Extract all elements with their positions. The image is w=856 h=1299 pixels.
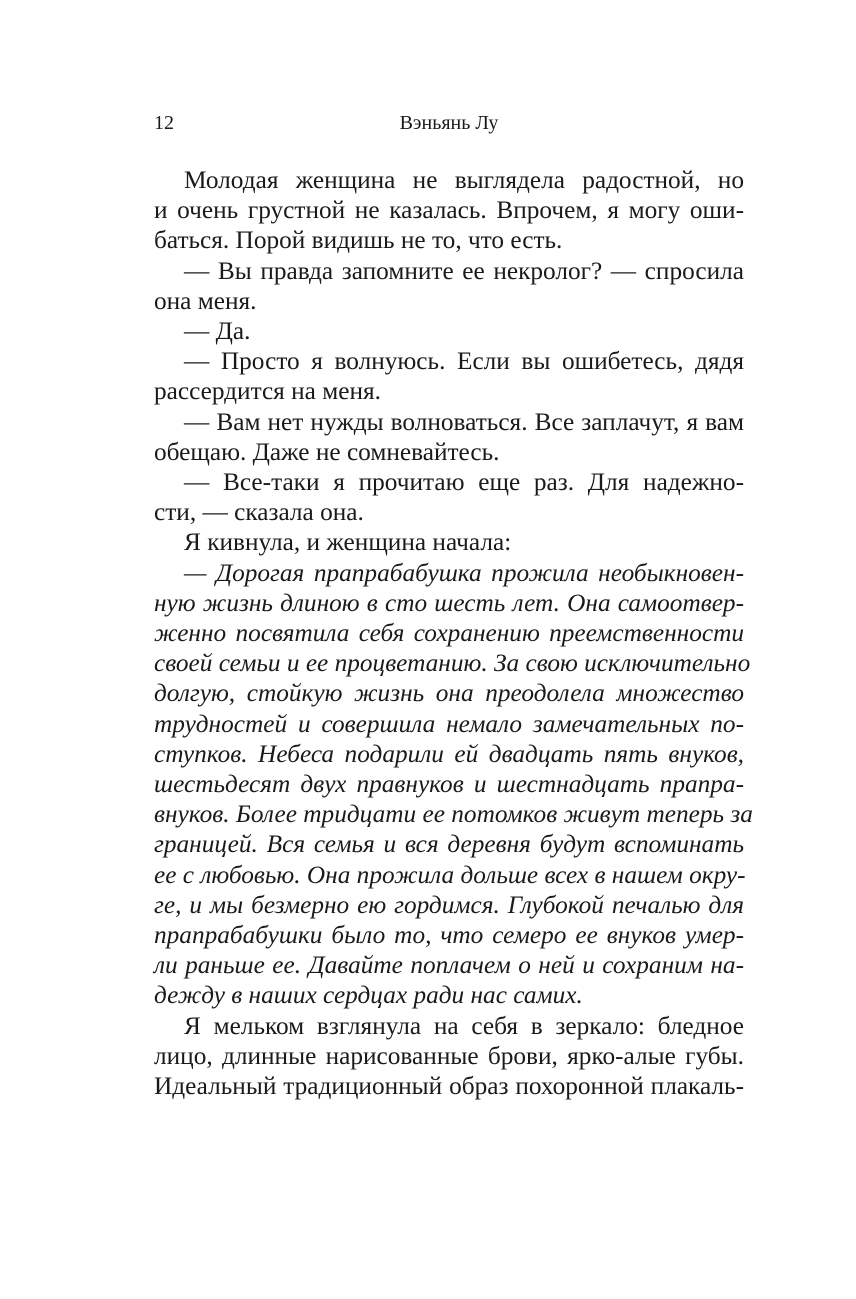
text-line: — Вы правда запомните ее некролог? — спросила <box>184 256 744 285</box>
text-line: долгую, стойкую жизнь она преодолела множество <box>154 679 744 708</box>
body-text <box>154 165 753 1101</box>
text-line: ге, и мы безмерно ею гордимся. Глубокой печалью для <box>154 890 744 919</box>
text-line: ную жизнь длиною в сто шесть лет. Она самоотвер- <box>154 588 744 617</box>
text-line: — Все-таки я прочитаю еще раз. Для надежно- <box>184 468 744 497</box>
text-line: ступков. Небеса подарили ей двадцать пять внуков, <box>154 739 744 768</box>
text-line: дежду в наших сердцах ради нас самих. <box>154 981 583 1010</box>
text-line: своей семьи и ее процветанию. За свою исключительно <box>154 649 751 678</box>
text-line: обещаю. Даже не сомневайтесь. <box>154 437 500 466</box>
text-line: баться. Порой видишь не то, что есть. <box>154 226 563 255</box>
text-line: сти, — сказала она. <box>154 498 364 527</box>
text-line: ли раньше ее. Давайте поплачем о ней и сохраним на- <box>154 951 744 980</box>
text-line: женно посвятила себя сохранению преемственности <box>154 619 744 648</box>
text-line: внуков. Более тридцати ее потомков живут теперь за <box>154 800 753 829</box>
text-line: — Просто я волнуюсь. Если вы ошибетесь, дядя <box>184 347 744 376</box>
text-line: — Да. <box>184 317 251 346</box>
text-line: рассердится на меня. <box>154 377 381 406</box>
text-line: и очень грустной не казалась. Впрочем, я могу оши- <box>154 196 744 225</box>
text-line: — Вам нет нужды волноваться. Все заплачут, я вам <box>184 407 744 436</box>
text-line: границей. Вся семья и вся деревня будут вспоминать <box>154 830 744 859</box>
text-line: Я кивнула, и женщина начала: <box>184 528 512 557</box>
text-line: шестьдесят двух правнуков и шестнадцать прапра- <box>154 770 744 799</box>
text-line: прапрабабушки было то, что семеро ее внуков умер- <box>154 921 744 950</box>
text-line: трудностей и совершила немало замечательных по- <box>154 709 744 738</box>
text-line: она меня. <box>154 286 257 315</box>
text-line: Идеальный традиционный образ похоронной плакаль- <box>154 1072 744 1101</box>
text-line: лицо, длинные нарисованные брови, ярко-алые губы. <box>154 1041 744 1070</box>
text-line: Молодая женщина не выглядела радостной, но <box>184 166 744 194</box>
running-head <box>154 112 744 142</box>
text-line: Я мельком взглянула на себя в зеркало: бледное <box>184 1011 744 1040</box>
running-head-author: Вэньянь Лу <box>399 112 499 134</box>
text-line: — Дорогая прапрабабушка прожила необыкновен- <box>184 558 744 587</box>
text-line: ее с любовью. Она прожила дольше всех в нашем окру- <box>154 860 746 889</box>
page-number: 12 <box>154 112 174 134</box>
